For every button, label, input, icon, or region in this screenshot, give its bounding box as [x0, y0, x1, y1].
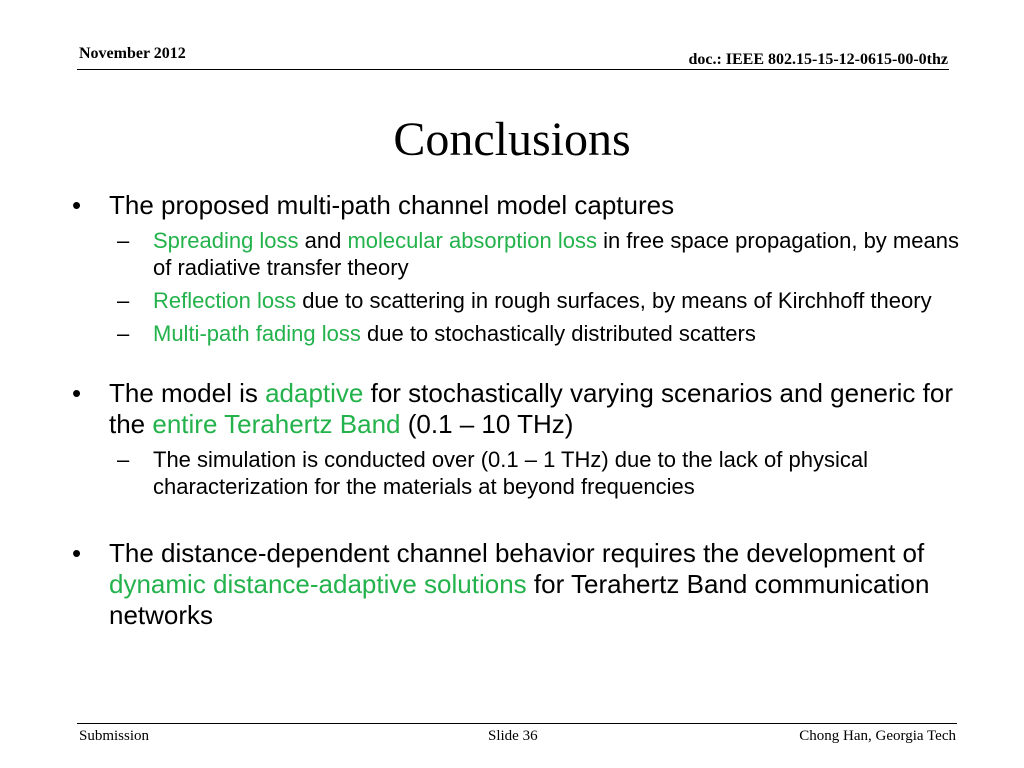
term-molecular-absorption-loss: molecular absorption loss [347, 228, 597, 253]
bullet-text: for stochastically varying scenarios and generic for the [109, 378, 953, 439]
term-multipath-fading-loss: Multi-path fading loss [153, 321, 361, 346]
sub-text: in free space propagation, by means of radiative transfer theory [153, 228, 959, 280]
term-entire-terahertz-band: entire Terahertz Band [152, 409, 401, 439]
dash-mark: – [117, 288, 130, 313]
slide-title: Conclusions [393, 113, 631, 166]
header-date: November 2012 [79, 45, 186, 62]
bullet-3 [72, 538, 972, 631]
dash-mark: – [117, 321, 130, 346]
bullet-1-sub-3 [72, 320, 972, 347]
bullet-mark: • [72, 190, 82, 220]
bullet-text: for Terahertz Band communication networks [109, 569, 930, 630]
bullet-text: The distance-dependent channel behavior requires the development of [109, 538, 925, 568]
bullet-1 [72, 190, 972, 221]
bullet-mark: • [72, 538, 82, 568]
term-dynamic-distance-adaptive-solutions: dynamic distance-adaptive solutions [109, 569, 527, 599]
bullet-2-sub-1 [72, 446, 972, 500]
term-adaptive: adaptive [265, 378, 364, 408]
sub-text: due to stochastically distributed scatters [360, 321, 756, 346]
bullet-text: (0.1 – 10 THz) [400, 409, 574, 439]
sub-text: and [298, 228, 348, 253]
sub-text: due to scattering in rough surfaces, by means of Kirchhoff theory [296, 288, 932, 313]
footer-divider [77, 723, 957, 724]
bullet-1-sub-2 [72, 287, 972, 314]
bullet-1-sub-1 [72, 227, 972, 281]
header-divider [77, 69, 949, 70]
dash-mark: – [117, 228, 130, 253]
dash-mark: – [117, 447, 130, 472]
footer-submission: Submission [79, 728, 150, 744]
bullet-mark: • [72, 378, 82, 408]
term-reflection-loss: Reflection loss [153, 288, 297, 313]
header-doc-id: doc.: IEEE 802.15-15-12-0615-00-0thz [688, 51, 948, 68]
footer-author: Chong Han, Georgia Tech [799, 728, 956, 744]
term-spreading-loss: Spreading loss [153, 228, 299, 253]
bullet-1-text: The proposed multi-path channel model captures [109, 190, 675, 220]
bullet-2 [72, 378, 972, 440]
slide-body [72, 190, 972, 631]
sub-text: The simulation is conducted over (0.1 – 1 THz) due to the lack of physical characterization for the materials at beyond frequencies [153, 447, 868, 499]
bullet-text: The model is [109, 378, 266, 408]
footer-slide-number: Slide 36 [488, 728, 538, 744]
